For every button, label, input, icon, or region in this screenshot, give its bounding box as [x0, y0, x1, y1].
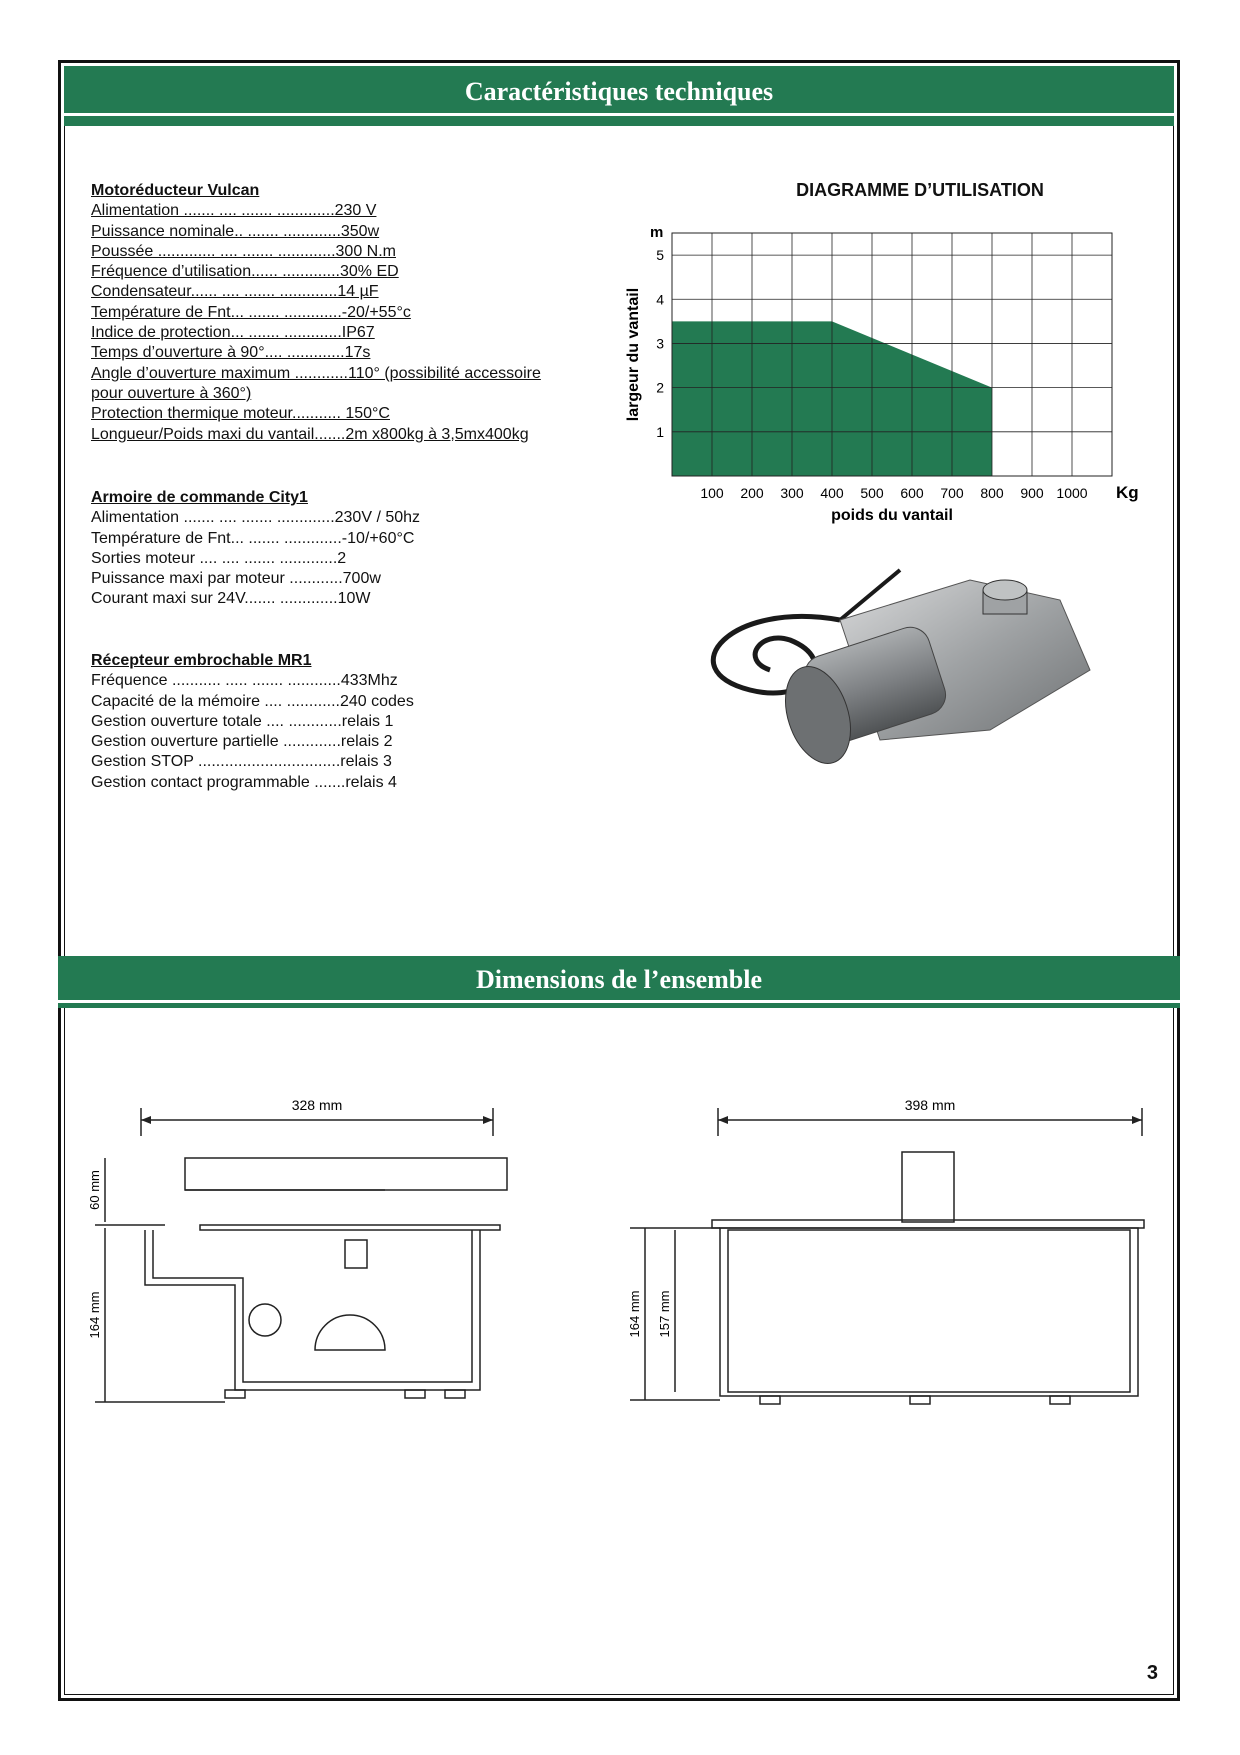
section-header-dimensions [58, 956, 1180, 1008]
spec-row: Puissance nominale.. ....... .............350w [91, 222, 380, 240]
top-unit [902, 1152, 954, 1222]
spec-row: Puissance maxi par moteur ............700w [91, 570, 381, 588]
motor-specs-title: Motoréducteur Vulcan [91, 182, 260, 199]
inner-height-dimension: 157 mm [657, 1290, 672, 1338]
width-dimension: 328 mm [291, 1097, 343, 1113]
x-tick-label: 1000 [1056, 485, 1088, 501]
x-tick-label: 700 [940, 485, 964, 501]
top-rail [712, 1220, 1144, 1228]
spec-row: Sorties moteur .... .... ....... .............2 [91, 549, 347, 567]
spec-row: Gestion STOP ................................relais 3 [91, 753, 392, 771]
section-title: Caractéristiques techniques [464, 77, 774, 106]
spec-row: Courant maxi sur 24V....... .............10W [91, 590, 371, 608]
control-specs [91, 488, 420, 610]
section-header-specs [64, 66, 1174, 126]
housing-outline [145, 1230, 480, 1390]
y-unit-label: m [650, 224, 664, 241]
spec-row: Alimentation ....... .... ....... .............230 V [91, 202, 377, 220]
x-tick-label: 200 [740, 485, 764, 501]
spec-row: Gestion contact programmable .......relais 4 [91, 773, 397, 791]
spec-row: Angle d’ouverture maximum ............110° (possibilité accessoire [91, 364, 541, 382]
spec-row: Alimentation ....... .... ....... .............230V / 50hz [91, 509, 421, 527]
width-dimension: 398 mm [904, 1097, 956, 1113]
x-tick-label: 600 [900, 485, 924, 501]
motor-specs [91, 181, 541, 445]
motor-photo [690, 560, 1110, 790]
x-tick-label: 100 [700, 485, 724, 501]
housing-outline [720, 1228, 1138, 1396]
y-tick-label: 1 [656, 423, 664, 440]
x-tick-label: 300 [780, 485, 804, 501]
spec-row: Capacité de la mémoire .... ............240 codes [91, 692, 414, 710]
spec-row: pour ouverture à 360°) [91, 384, 252, 402]
y-tick-label: 5 [656, 247, 664, 264]
outer-height-dimension: 164 mm [627, 1290, 642, 1338]
page-number: 3 [1146, 1662, 1158, 1684]
receiver-specs-title: Récepteur embrochable MR1 [91, 652, 312, 669]
vent [345, 1240, 367, 1268]
top-height-dimension: 60 mm [87, 1170, 102, 1210]
spec-row: Fréquence d’utilisation...... .............30% ED [91, 263, 399, 281]
spec-row: Température de Fnt... ....... .............-10/+60°C [91, 529, 415, 547]
spec-row: Indice de protection... ....... .............IP67 [91, 324, 375, 342]
front-view-drawing [620, 1080, 1160, 1420]
top-rail [200, 1225, 500, 1230]
y-tick-label: 2 [656, 379, 664, 396]
gear-sector [315, 1315, 385, 1350]
cover-plate [185, 1158, 507, 1190]
spec-row: Protection thermique moteur........... 150°C [91, 405, 390, 423]
output-shaft-top [983, 580, 1027, 600]
x-axis-ticks [700, 485, 1087, 501]
spec-row: Temps d’ouverture à 90°.... .............17s [91, 344, 371, 362]
x-tick-label: 900 [1020, 485, 1044, 501]
y-axis-label: largeur du vantail [625, 287, 642, 422]
spec-row: Longueur/Poids maxi du vantail.......2m x800kg à 3,5mx400kg [91, 425, 529, 443]
section-title: Dimensions de l’ensemble [476, 965, 762, 994]
spec-row: Fréquence ........... ..... ....... ............433Mhz [91, 672, 398, 690]
spec-row: Gestion ouverture totale .... ............relais 1 [91, 712, 394, 730]
spec-row: Température de Fnt... ....... .............-20/+55°c [91, 303, 411, 321]
bearing [249, 1304, 281, 1336]
spec-row: Condensateur...... .... ....... .............14 µF [91, 283, 379, 301]
x-unit-label: Kg [1116, 483, 1139, 502]
chart-title: DIAGRAMME D’UTILISATION [796, 180, 1044, 200]
x-tick-label: 400 [820, 485, 844, 501]
y-tick-label: 3 [656, 335, 664, 352]
y-axis-ticks [656, 247, 664, 440]
x-tick-label: 800 [980, 485, 1004, 501]
control-specs-title: Armoire de commande City1 [91, 489, 308, 506]
y-tick-label: 4 [656, 291, 664, 308]
x-axis-label: poids du vantail [831, 507, 953, 524]
receiver-specs [91, 651, 414, 793]
spec-row: Poussée ............. .... ....... .............300 N.m [91, 242, 396, 260]
x-tick-label: 500 [860, 485, 884, 501]
side-view-drawing [85, 1080, 525, 1420]
body-height-dimension: 164 mm [87, 1291, 102, 1339]
spec-row: Gestion ouverture partielle .............relais 2 [91, 733, 393, 751]
usage-chart [620, 220, 1140, 540]
